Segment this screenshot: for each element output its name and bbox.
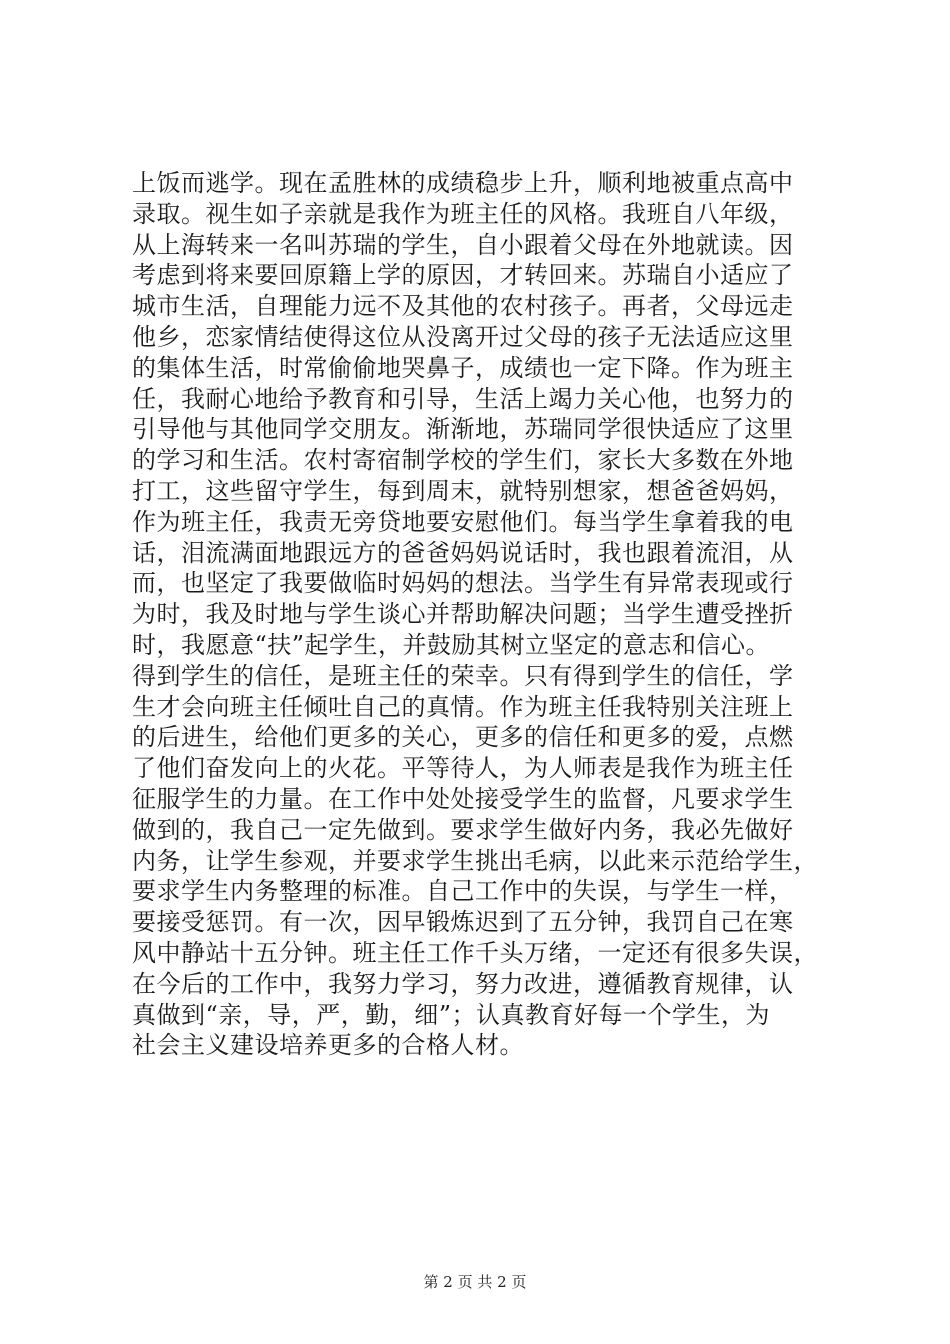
text-line: 内务，让学生参观，并要求学生挑出毛病，以此来示范给学生， (132, 846, 818, 875)
text-line: 了他们奋发向上的火花。平等待人，为人师表是我作为班主任 (132, 754, 794, 783)
text-line: 打工，这些留守学生，每到周末，就特别想家，想爸爸妈妈， (132, 476, 794, 505)
text-line: 要求学生内务整理的标准。自己工作中的失误，与学生一样， (132, 877, 794, 906)
text-line: 的集体生活，时常偷偷地哭鼻子，成绩也一定下降。作为班主 (132, 353, 794, 382)
text-line: 城市生活，自理能力远不及其他的农村孩子。再者，父母远走 (132, 292, 794, 321)
text-line: 他乡，恋家情结使得这位从没离开过父母的孩子无法适应这里 (132, 322, 794, 351)
text-line: 录取。视生如子亲就是我作为班主任的风格。我班自八年级， (132, 199, 794, 228)
text-line: 作为班主任，我责无旁贷地要安慰他们。每当学生拿着我的电 (132, 507, 794, 536)
text-line: 任，我耐心地给予教育和引导，生活上竭力关心他，也努力的 (132, 384, 794, 413)
text-line: 从上海转来一名叫苏瑞的学生，自小跟着父母在外地就读。因 (132, 230, 794, 259)
text-line: 上饭而逃学。现在孟胜林的成绩稳步上升，顺利地被重点高中 (132, 169, 794, 197)
text-line: 风中静站十五分钟。班主任工作千头万绪，一定还有很多失误， (132, 938, 818, 967)
text-line: 真做到“亲，导，严，勤，细”；认真教育好每一个学生，为 (132, 1000, 771, 1029)
text-line: 为时，我及时地与学生谈心并帮助解决问题；当学生遭受挫折 (132, 600, 794, 629)
text-line: 考虑到将来要回原籍上学的原因，才转回来。苏瑞自小适应了 (132, 261, 794, 290)
text-line: 征服学生的力量。在工作中处处接受学生的监督，凡要求学生 (132, 784, 794, 813)
text-line: 做到的，我自己一定先做到。要求学生做好内务，我必先做好 (132, 815, 794, 844)
text-line: 要接受惩罚。有一次，因早锻炼迟到了五分钟，我罚自己在寒 (132, 908, 794, 937)
body-text (132, 168, 832, 1061)
text-line: 的学习和生活。农村寄宿制学校的学生们，家长大多数在外地 (132, 446, 794, 475)
text-line: 在今后的工作中，我努力学习，努力改进，遵循教育规律，认 (132, 969, 794, 998)
text-line: 生才会向班主任倾吐自己的真情。作为班主任我特别关注班上 (132, 692, 794, 721)
text-line: 的后进生，给他们更多的关心，更多的信任和更多的爱，点燃 (132, 723, 794, 752)
text-line: 引导他与其他同学交朋友。渐渐地，苏瑞同学很快适应了这里 (132, 415, 794, 444)
page-footer: 第 2 页 共 2 页 (423, 1273, 527, 1291)
text-line: 话，泪流满面地跟远方的爸爸妈妈说话时，我也跟着流泪，从 (132, 538, 794, 567)
text-line: 社会主义建设培养更多的合格人材。 (132, 1031, 524, 1060)
text-line: 而，也坚定了我要做临时妈妈的想法。当学生有异常表现或行 (132, 569, 794, 598)
text-line: 时，我愿意“扶”起学生，并鼓励其树立坚定的意志和信心。 (132, 630, 771, 659)
text-line: 得到学生的信任，是班主任的荣幸。只有得到学生的信任，学 (132, 661, 794, 690)
